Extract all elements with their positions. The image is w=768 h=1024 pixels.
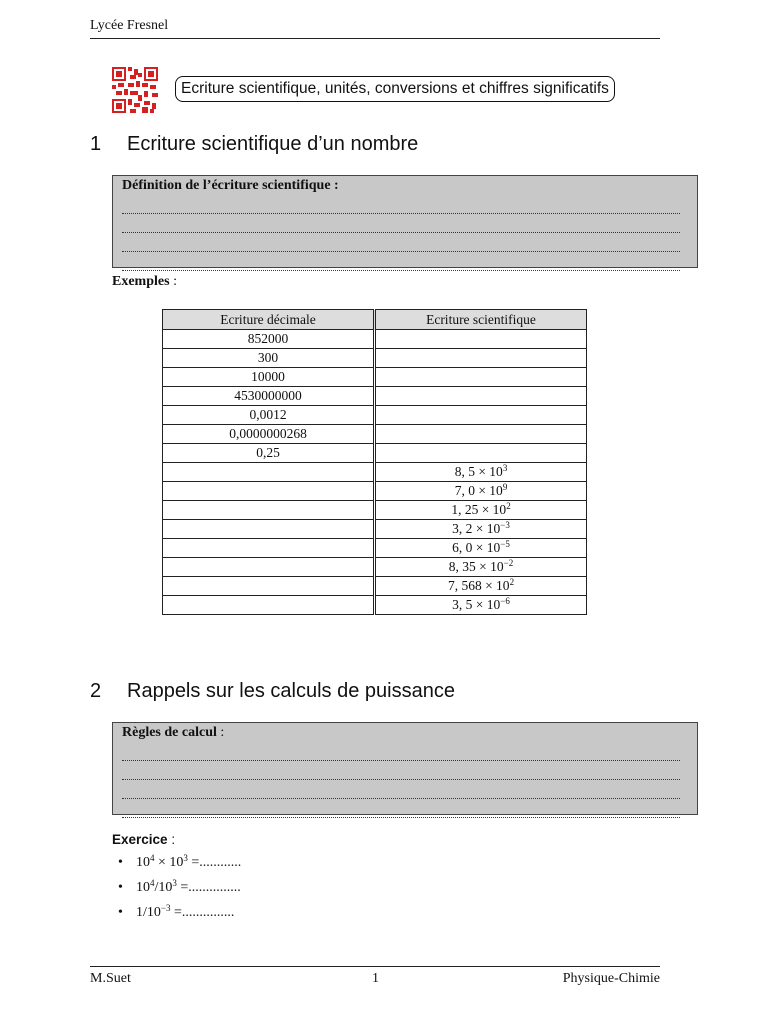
examples-label-colon: : (169, 274, 177, 289)
table-row (163, 330, 587, 349)
scientific-cell (375, 463, 587, 482)
decimal-cell: 0,25 (163, 444, 375, 463)
table-row (163, 558, 587, 577)
header-rule (90, 38, 660, 39)
definition-box-title: Définition de l’écriture scientifique : (122, 178, 339, 193)
decimal-cell: 0,0000000268 (163, 425, 375, 444)
scientific-answer-cell[interactable] (375, 444, 587, 463)
exercise-item (118, 900, 241, 925)
section-2-heading (90, 680, 455, 703)
decimal-cell: 300 (163, 349, 375, 368)
exercise-exponent: −3 (160, 903, 171, 913)
table-header-scientific: Ecriture scientifique (375, 310, 587, 330)
exercise-label-text: Exercice (112, 832, 168, 847)
mantissa: 8, 35 (448, 559, 476, 574)
table-row (163, 444, 587, 463)
scientific-answer-cell[interactable] (375, 387, 587, 406)
table-row (163, 501, 587, 520)
conversion-table (162, 309, 587, 615)
exercise-answer-blank[interactable]: =............ (187, 855, 242, 870)
decimal-cell: 10000 (163, 368, 375, 387)
exercise-label (112, 832, 175, 847)
scientific-answer-cell[interactable] (375, 425, 587, 444)
table-row (163, 482, 587, 501)
times-ten: × 10 (478, 502, 507, 517)
answer-line[interactable] (122, 761, 680, 780)
footer-page-number: 1 (372, 971, 379, 986)
exercise-base: 1/10 (136, 905, 161, 920)
exercise-item (118, 850, 241, 875)
scientific-cell (375, 501, 587, 520)
mantissa: 8, 5 (454, 464, 475, 479)
exponent: −3 (500, 520, 510, 530)
exercise-exponent: 3 (183, 853, 188, 863)
rules-box-title (122, 724, 688, 742)
table-row (163, 596, 587, 615)
section-title: Rappels sur les calculs de puissance (127, 680, 455, 702)
section-number: 1 (90, 133, 102, 155)
times-ten: × 10 (474, 483, 503, 498)
scientific-answer-cell[interactable] (375, 368, 587, 387)
exercise-label-colon: : (167, 832, 176, 847)
answer-line[interactable] (122, 742, 680, 761)
decimal-answer-cell[interactable] (163, 539, 375, 558)
decimal-cell: 852000 (163, 330, 375, 349)
footer-author: M.Suet (90, 971, 131, 986)
table-row (163, 406, 587, 425)
decimal-answer-cell[interactable] (163, 558, 375, 577)
mantissa: 7, 568 (447, 578, 482, 593)
times-ten: × 10 (472, 597, 501, 612)
exponent: 9 (502, 482, 508, 492)
table-row (163, 463, 587, 482)
scientific-cell (375, 577, 587, 596)
table-row (163, 387, 587, 406)
exponent: −2 (503, 558, 514, 568)
exponent: 2 (509, 577, 515, 587)
exercise-item (118, 875, 241, 900)
exercise-operator: /10 (154, 880, 173, 895)
exponent: −6 (500, 596, 510, 606)
answer-line[interactable] (122, 195, 680, 214)
table-row (163, 520, 587, 539)
times-ten: × 10 (475, 559, 504, 574)
decimal-answer-cell[interactable] (163, 596, 375, 615)
exercise-exponent: 4 (150, 878, 155, 888)
decimal-answer-cell[interactable] (163, 501, 375, 520)
table-row (163, 349, 587, 368)
rules-box (112, 722, 698, 815)
decimal-cell: 4530000000 (163, 387, 375, 406)
footer-rule (90, 966, 660, 967)
section-title: Ecriture scientifique d’un nombre (127, 133, 419, 155)
exponent: −5 (500, 539, 510, 549)
exponent: 2 (506, 501, 511, 511)
exponent: 3 (502, 463, 508, 473)
times-ten: × 10 (472, 521, 501, 536)
times-ten: × 10 (472, 540, 501, 555)
decimal-answer-cell[interactable] (163, 482, 375, 501)
answer-line[interactable] (122, 252, 680, 271)
answer-line[interactable] (122, 780, 680, 799)
scientific-cell (375, 596, 587, 615)
times-ten: × 10 (481, 578, 510, 593)
section-number: 2 (90, 680, 102, 702)
exercise-operator: × 10 (154, 855, 184, 870)
table-row (163, 577, 587, 596)
mantissa: 7, 0 (454, 483, 475, 498)
exercise-answer-blank[interactable]: =............... (176, 880, 241, 895)
decimal-answer-cell[interactable] (163, 463, 375, 482)
qr-code-icon (112, 67, 158, 113)
decimal-answer-cell[interactable] (163, 520, 375, 539)
times-ten: × 10 (474, 464, 503, 479)
definition-box (112, 175, 698, 268)
table-header-decimal: Ecriture décimale (163, 310, 375, 330)
exercise-answer-blank[interactable]: =............... (170, 905, 235, 920)
mantissa: 6, 0 (452, 540, 473, 555)
scientific-cell (375, 520, 587, 539)
scientific-answer-cell[interactable] (375, 349, 587, 368)
scientific-answer-cell[interactable] (375, 406, 587, 425)
mantissa: 3, 5 (452, 597, 473, 612)
section-1-heading (90, 133, 418, 156)
answer-line[interactable] (122, 233, 680, 252)
table-row (163, 425, 587, 444)
scientific-answer-cell[interactable] (375, 330, 587, 349)
scientific-cell (375, 539, 587, 558)
table-row (163, 539, 587, 558)
mantissa: 3, 2 (452, 521, 473, 536)
exercise-base: 10 (136, 880, 150, 895)
examples-label (112, 274, 177, 290)
page-header: Lycée Fresnel (90, 18, 169, 33)
answer-line[interactable] (122, 799, 680, 818)
document-title: Ecriture scientifique, unités, conversions et chiffres significatifs (175, 76, 615, 102)
footer-subject: Physique-Chimie (562, 971, 660, 986)
exercise-base: 10 (136, 855, 150, 870)
examples-label-text: Exemples (112, 274, 170, 289)
scientific-cell (375, 558, 587, 577)
decimal-answer-cell[interactable] (163, 577, 375, 596)
answer-line[interactable] (122, 214, 680, 233)
exercise-list (118, 850, 241, 925)
rules-box-title-colon: : (216, 725, 225, 740)
scientific-cell (375, 482, 587, 501)
mantissa: 1, 25 (451, 502, 479, 517)
table-row (163, 368, 587, 387)
exercise-exponent: 3 (172, 878, 177, 888)
decimal-cell: 0,0012 (163, 406, 375, 425)
exercise-exponent: 4 (150, 853, 155, 863)
rules-box-title-text: Règles de calcul (122, 725, 217, 740)
